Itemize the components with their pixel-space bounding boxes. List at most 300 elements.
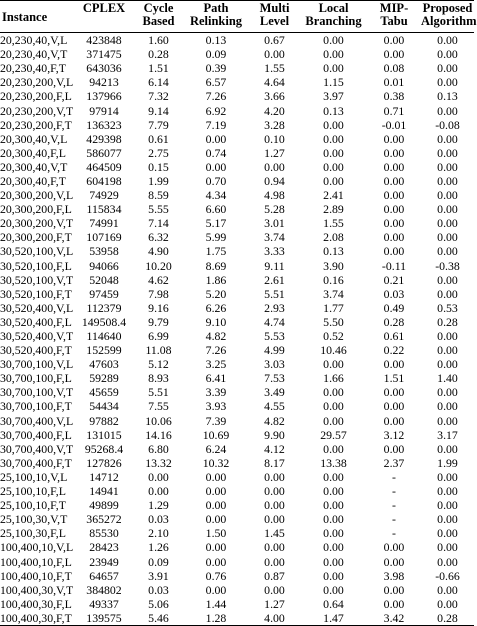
cell-local-branching: 0.00 bbox=[323, 582, 344, 597]
cell-path-relinking: 10.32 bbox=[202, 455, 230, 470]
cell-cycle-based: 0.03 bbox=[148, 582, 169, 597]
cell-cplex: 47603 bbox=[89, 357, 119, 372]
cell-proposed-algorithm: 0.53 bbox=[437, 300, 458, 315]
cell-multi-level: 9.90 bbox=[264, 427, 285, 442]
cell-multi-level: 4.99 bbox=[264, 343, 285, 358]
cell-path-relinking: 4.34 bbox=[205, 188, 227, 203]
cell-cplex: 643036 bbox=[86, 61, 122, 76]
cell-local-branching: 1.47 bbox=[300, 611, 367, 626]
cell-cycle-based: 6.14 bbox=[148, 75, 169, 90]
cell-cycle-based: 8.93 bbox=[148, 371, 169, 386]
cell-cplex: 112379 bbox=[86, 300, 122, 315]
table-row bbox=[0, 428, 474, 442]
cell-cycle-based: 1.51 bbox=[148, 61, 169, 76]
cell-cplex: 64657 bbox=[89, 568, 119, 583]
cell-path-relinking: 5.20 bbox=[205, 286, 227, 301]
cell-proposed-algorithm: 0.00 bbox=[437, 75, 458, 90]
cell-instance: 20,300,40,V,T bbox=[0, 159, 68, 174]
cell-cycle-based: 0.28 bbox=[148, 47, 169, 62]
cell-cycle-based: 8.59 bbox=[148, 188, 169, 203]
cell-multi-level: 4.55 bbox=[264, 399, 285, 414]
cell-cplex: 52048 bbox=[89, 272, 119, 287]
cell-multi-level: 1.45 bbox=[264, 526, 285, 541]
cell-instance: 100,400,30,F,T bbox=[0, 611, 74, 626]
cell-instance: 20,300,40,V,L bbox=[0, 131, 68, 146]
cell-proposed-algorithm: 0.00 bbox=[437, 33, 458, 48]
cell-local-branching: 0.00 bbox=[323, 526, 344, 541]
cell-path-relinking: 6.26 bbox=[205, 300, 227, 315]
cell-cycle-based: 9.79 bbox=[148, 314, 169, 329]
table-row bbox=[0, 456, 474, 470]
table-row bbox=[0, 188, 474, 202]
cell-instance: 20,230,200,F,L bbox=[0, 89, 72, 104]
cell-cplex: 94066 bbox=[89, 258, 119, 273]
cell-path-relinking: 10.69 bbox=[202, 427, 230, 442]
cell-local-branching: 0.00 bbox=[323, 512, 344, 527]
cell-mip-tabu: 3.42 bbox=[367, 611, 421, 626]
cell-path-relinking: 7.19 bbox=[205, 117, 227, 132]
cell-cycle-based: 13.32 bbox=[145, 455, 172, 470]
table-row bbox=[0, 540, 474, 554]
cell-cycle-based: 10.20 bbox=[145, 258, 172, 273]
cell-local-branching: 1.15 bbox=[323, 75, 344, 90]
cell-local-branching: 3.90 bbox=[323, 258, 344, 273]
cell-cycle-based: 6.99 bbox=[148, 329, 169, 344]
table-row bbox=[0, 526, 474, 540]
cell-path-relinking: 0.00 bbox=[205, 540, 227, 555]
cell-mip-tabu: 0.00 bbox=[383, 47, 405, 62]
cell-proposed-algorithm: 0.00 bbox=[437, 61, 458, 76]
cell-path-relinking: 6.60 bbox=[205, 202, 227, 217]
cell-path-relinking: 5.17 bbox=[205, 216, 227, 231]
cell-proposed-algorithm: 0.00 bbox=[437, 329, 458, 344]
cell-proposed-algorithm: 0.13 bbox=[437, 89, 458, 104]
cell-instance: 30,520,400,V,T bbox=[0, 329, 74, 344]
column-header-cycle-based: Cycle Based bbox=[134, 1, 183, 33]
cell-cplex: 85530 bbox=[89, 526, 119, 541]
cell-local-branching: 0.64 bbox=[323, 596, 344, 611]
cell-local-branching: 3.97 bbox=[323, 89, 344, 104]
cell-path-relinking: 1.44 bbox=[205, 596, 227, 611]
cell-cycle-based: 2.75 bbox=[148, 145, 169, 160]
cell-cycle-based: 7.55 bbox=[148, 399, 169, 414]
cell-multi-level: 0.00 bbox=[264, 582, 285, 597]
cell-cplex: 586077 bbox=[86, 145, 122, 160]
cell-cycle-based: 1.26 bbox=[148, 540, 169, 555]
cell-mip-tabu: - bbox=[392, 526, 396, 541]
table-row bbox=[0, 287, 474, 301]
cell-local-branching: 0.00 bbox=[323, 469, 344, 484]
cell-proposed-algorithm: 0.00 bbox=[437, 582, 458, 597]
cell-path-relinking: 0.70 bbox=[205, 173, 227, 188]
cell-mip-tabu: 0.00 bbox=[383, 131, 405, 146]
cell-instance: 20,230,40,V,T bbox=[0, 47, 68, 62]
cell-cplex: 107169 bbox=[86, 230, 122, 245]
cell-proposed-algorithm: 0.00 bbox=[437, 131, 458, 146]
table-row bbox=[0, 132, 474, 146]
cell-cplex: 97882 bbox=[89, 413, 119, 428]
cell-instance: 30,700,100,V,L bbox=[0, 357, 74, 372]
cell-mip-tabu: 0.00 bbox=[383, 357, 405, 372]
cell-proposed-algorithm: -0.66 bbox=[435, 568, 460, 583]
cell-mip-tabu: 0.00 bbox=[383, 554, 405, 569]
cell-proposed-algorithm: 0.00 bbox=[437, 272, 458, 287]
cell-cycle-based: 4.90 bbox=[148, 244, 169, 259]
table-row bbox=[0, 89, 474, 103]
cell-proposed-algorithm: 1.99 bbox=[437, 455, 458, 470]
cell-cplex: 115834 bbox=[86, 202, 122, 217]
cell-local-branching: 0.00 bbox=[323, 498, 344, 513]
cell-cplex: 74991 bbox=[89, 216, 119, 231]
table-row bbox=[0, 343, 474, 357]
cell-path-relinking: 3.93 bbox=[205, 399, 227, 414]
table-row bbox=[0, 611, 474, 626]
cell-mip-tabu: 0.00 bbox=[383, 596, 405, 611]
cell-mip-tabu: 0.28 bbox=[383, 314, 405, 329]
cell-path-relinking: 1.50 bbox=[205, 526, 227, 541]
cell-path-relinking: 6.41 bbox=[205, 371, 227, 386]
cell-instance: 30,700,100,F,L bbox=[0, 371, 72, 386]
cell-multi-level: 8.17 bbox=[264, 455, 285, 470]
cell-proposed-algorithm: 0.00 bbox=[437, 188, 458, 203]
cell-path-relinking: 1.28 bbox=[183, 611, 249, 626]
cell-proposed-algorithm: 0.00 bbox=[437, 103, 458, 118]
cell-proposed-algorithm: 0.00 bbox=[437, 469, 458, 484]
table-row bbox=[0, 103, 474, 117]
cell-cplex: 136323 bbox=[86, 117, 122, 132]
cell-instance: 100,400,10,V,L bbox=[0, 540, 74, 555]
cell-cplex: 45659 bbox=[89, 385, 119, 400]
cell-cplex: 423848 bbox=[86, 33, 122, 48]
cell-cycle-based: 2.10 bbox=[148, 526, 169, 541]
cell-proposed-algorithm: 0.00 bbox=[437, 441, 458, 456]
cell-proposed-algorithm: 0.28 bbox=[421, 611, 474, 626]
cell-instance: 30,520,400,V,L bbox=[0, 300, 74, 315]
cell-instance: 25,100,10,V,L bbox=[0, 469, 68, 484]
cell-local-branching: 2.08 bbox=[323, 230, 344, 245]
table-row bbox=[0, 484, 474, 498]
cell-proposed-algorithm: 0.00 bbox=[437, 484, 458, 499]
cell-cycle-based: 9.14 bbox=[148, 103, 169, 118]
cell-local-branching: 0.52 bbox=[323, 329, 344, 344]
cell-mip-tabu: 0.00 bbox=[383, 399, 405, 414]
cell-local-branching: 0.00 bbox=[323, 441, 344, 456]
table-row bbox=[0, 61, 474, 75]
cell-cplex: 74929 bbox=[89, 188, 119, 203]
cell-cycle-based: 0.03 bbox=[148, 512, 169, 527]
cell-proposed-algorithm: 0.00 bbox=[437, 159, 458, 174]
cell-multi-level: 3.01 bbox=[264, 216, 285, 231]
cell-mip-tabu: 0.61 bbox=[383, 329, 405, 344]
cell-path-relinking: 0.13 bbox=[205, 33, 227, 48]
cell-cplex: 14941 bbox=[89, 484, 119, 499]
cell-proposed-algorithm: 0.00 bbox=[437, 498, 458, 513]
table-row bbox=[0, 385, 474, 399]
cell-multi-level: 1.27 bbox=[264, 145, 285, 160]
cell-proposed-algorithm: -0.38 bbox=[435, 258, 460, 273]
cell-cplex: 28423 bbox=[89, 540, 119, 555]
cell-multi-level: 9.11 bbox=[264, 258, 285, 273]
cell-local-branching: 0.16 bbox=[323, 272, 344, 287]
cell-local-branching: 29.57 bbox=[320, 427, 347, 442]
cell-mip-tabu: 0.01 bbox=[383, 75, 405, 90]
cell-cplex: 95268.4 bbox=[84, 441, 124, 456]
cell-cplex: 371475 bbox=[86, 47, 122, 62]
cell-mip-tabu: -0.01 bbox=[381, 117, 407, 132]
cell-mip-tabu: 0.00 bbox=[383, 230, 405, 245]
cell-cplex: 149508.4 bbox=[81, 314, 127, 329]
cell-local-branching: 2.89 bbox=[323, 202, 344, 217]
cell-mip-tabu: 0.00 bbox=[383, 244, 405, 259]
cell-multi-level: 0.67 bbox=[264, 33, 285, 48]
cell-cplex: 429398 bbox=[86, 131, 122, 146]
cell-cplex: 114640 bbox=[86, 329, 122, 344]
cell-local-branching: 0.13 bbox=[323, 244, 344, 259]
cell-local-branching: 0.00 bbox=[323, 159, 344, 174]
cell-path-relinking: 7.39 bbox=[205, 413, 227, 428]
cell-multi-level: 1.55 bbox=[264, 61, 285, 76]
cell-proposed-algorithm: 0.00 bbox=[437, 512, 458, 527]
cell-cplex: 365272 bbox=[86, 512, 122, 527]
cell-local-branching: 0.00 bbox=[323, 131, 344, 146]
cell-cycle-based: 7.32 bbox=[148, 89, 169, 104]
cell-mip-tabu: 0.00 bbox=[383, 33, 405, 48]
cell-cplex: 127826 bbox=[86, 455, 122, 470]
table-row bbox=[0, 33, 474, 48]
cell-multi-level: 0.00 bbox=[264, 47, 285, 62]
cell-cycle-based: 5.46 bbox=[134, 611, 183, 626]
cell-multi-level: 0.00 bbox=[264, 484, 285, 499]
cell-cycle-based: 1.60 bbox=[148, 33, 169, 48]
cell-local-branching: 3.74 bbox=[323, 286, 344, 301]
cell-cycle-based: 10.06 bbox=[145, 413, 172, 428]
cell-path-relinking: 3.25 bbox=[205, 357, 227, 372]
cell-path-relinking: 1.75 bbox=[205, 244, 227, 259]
cell-path-relinking: 0.00 bbox=[205, 484, 227, 499]
cell-cplex: 137966 bbox=[86, 89, 122, 104]
cell-cplex: 59289 bbox=[89, 371, 119, 386]
cell-local-branching: 0.00 bbox=[323, 399, 344, 414]
cell-cycle-based: 0.15 bbox=[148, 159, 169, 174]
cell-path-relinking: 0.74 bbox=[205, 145, 227, 160]
cell-path-relinking: 0.00 bbox=[205, 554, 227, 569]
cell-instance: 30,520,100,F,T bbox=[0, 286, 72, 301]
cell-multi-level: 3.33 bbox=[264, 244, 285, 259]
cell-cycle-based: 5.55 bbox=[148, 202, 169, 217]
cell-cycle-based: 0.09 bbox=[148, 554, 169, 569]
cell-mip-tabu: 0.00 bbox=[383, 173, 405, 188]
cell-instance: 30,700,400,F,L bbox=[0, 427, 72, 442]
cell-proposed-algorithm: 0.00 bbox=[437, 286, 458, 301]
cell-mip-tabu: 0.00 bbox=[383, 216, 405, 231]
cell-cplex: 97459 bbox=[89, 286, 119, 301]
cell-instance: 25,100,30,V,T bbox=[0, 512, 68, 527]
cell-cplex: 604198 bbox=[86, 173, 122, 188]
cell-local-branching: 1.66 bbox=[323, 371, 344, 386]
cell-local-branching: 10.46 bbox=[320, 343, 347, 358]
cell-multi-level: 0.00 bbox=[264, 498, 285, 513]
cell-instance: 20,230,200,V,T bbox=[0, 103, 74, 118]
cell-mip-tabu: 0.00 bbox=[383, 159, 405, 174]
cell-local-branching: 0.00 bbox=[323, 568, 344, 583]
column-header-local-branching: Local Branching bbox=[300, 1, 367, 33]
cell-proposed-algorithm: 0.00 bbox=[437, 202, 458, 217]
cell-instance: 20,300,200,F,L bbox=[0, 202, 72, 217]
table-row bbox=[0, 583, 474, 597]
cell-path-relinking: 8.69 bbox=[205, 258, 227, 273]
cell-instance: 30,700,100,F,T bbox=[0, 399, 72, 414]
header-row bbox=[0, 1, 474, 33]
cell-cycle-based: 7.14 bbox=[148, 216, 169, 231]
cell-cplex: 14712 bbox=[89, 469, 119, 484]
cell-path-relinking: 0.00 bbox=[205, 498, 227, 513]
cell-cplex: 53958 bbox=[89, 244, 119, 259]
cell-cycle-based: 0.00 bbox=[148, 484, 169, 499]
cell-instance: 30,700,400,V,L bbox=[0, 413, 74, 428]
table-row bbox=[0, 259, 474, 273]
cell-local-branching: 0.00 bbox=[323, 117, 344, 132]
cell-proposed-algorithm: 0.00 bbox=[437, 145, 458, 160]
cell-path-relinking: 1.86 bbox=[205, 272, 227, 287]
cell-cplex: 97914 bbox=[89, 103, 119, 118]
cell-cycle-based: 5.06 bbox=[148, 596, 169, 611]
cell-mip-tabu: -0.11 bbox=[381, 258, 407, 273]
table-row bbox=[0, 569, 474, 583]
cell-local-branching: 13.38 bbox=[320, 455, 347, 470]
cell-mip-tabu: 0.00 bbox=[383, 202, 405, 217]
cell-instance: 30,700,400,F,T bbox=[0, 455, 72, 470]
cell-cycle-based: 0.00 bbox=[148, 469, 169, 484]
cell-local-branching: 1.55 bbox=[323, 216, 344, 231]
cell-local-branching: 0.00 bbox=[323, 145, 344, 160]
cell-mip-tabu: 0.21 bbox=[383, 272, 405, 287]
cell-instance: 100,400,10,F,T bbox=[0, 568, 72, 583]
cell-proposed-algorithm: 0.00 bbox=[437, 216, 458, 231]
cell-proposed-algorithm: 0.00 bbox=[437, 47, 458, 62]
cell-mip-tabu: 0.49 bbox=[383, 300, 405, 315]
cell-proposed-algorithm: 0.00 bbox=[437, 540, 458, 555]
cell-instance: 30,520,400,F,T bbox=[0, 343, 72, 358]
cell-multi-level: 2.61 bbox=[264, 272, 285, 287]
cell-local-branching: 0.00 bbox=[323, 173, 344, 188]
cell-multi-level: 7.53 bbox=[264, 371, 285, 386]
cell-cycle-based: 6.32 bbox=[148, 230, 169, 245]
cell-path-relinking: 0.76 bbox=[205, 568, 227, 583]
cell-instance: 20,300,200,V,L bbox=[0, 188, 74, 203]
cell-local-branching: 0.00 bbox=[323, 357, 344, 372]
table-row bbox=[0, 244, 474, 258]
cell-instance: 30,700,400,V,T bbox=[0, 441, 74, 456]
cell-multi-level: 3.28 bbox=[264, 117, 285, 132]
table-row bbox=[0, 146, 474, 160]
cell-proposed-algorithm: 0.00 bbox=[437, 554, 458, 569]
cell-path-relinking: 0.09 bbox=[205, 47, 227, 62]
cell-cplex: 139575 bbox=[74, 611, 134, 626]
cell-instance: 20,300,40,F,L bbox=[0, 145, 66, 160]
cell-multi-level: 4.00 bbox=[249, 611, 300, 626]
cell-mip-tabu: 3.98 bbox=[383, 568, 405, 583]
cell-multi-level: 4.98 bbox=[264, 188, 285, 203]
cell-cycle-based: 0.61 bbox=[148, 131, 169, 146]
cell-instance: 20,300,200,V,T bbox=[0, 216, 74, 231]
cell-proposed-algorithm: 0.00 bbox=[437, 526, 458, 541]
column-header-path-relinking: Path Relinking bbox=[183, 1, 249, 33]
cell-mip-tabu: 3.12 bbox=[383, 427, 405, 442]
table-row bbox=[0, 230, 474, 244]
table-row bbox=[0, 329, 474, 343]
cell-cplex: 152599 bbox=[86, 343, 122, 358]
cell-path-relinking: 6.57 bbox=[205, 75, 227, 90]
cell-path-relinking: 9.10 bbox=[205, 314, 227, 329]
cell-instance: 20,300,40,F,T bbox=[0, 173, 66, 188]
cell-multi-level: 3.03 bbox=[264, 357, 285, 372]
cell-local-branching: 2.41 bbox=[323, 188, 344, 203]
cell-path-relinking: 0.00 bbox=[205, 469, 227, 484]
cell-proposed-algorithm: 1.40 bbox=[437, 371, 458, 386]
cell-multi-level: 0.00 bbox=[264, 512, 285, 527]
cell-cycle-based: 7.98 bbox=[148, 286, 169, 301]
cell-mip-tabu: - bbox=[392, 512, 396, 527]
cell-mip-tabu: - bbox=[392, 469, 396, 484]
cell-local-branching: 0.00 bbox=[323, 61, 344, 76]
table-row bbox=[0, 512, 474, 526]
cell-mip-tabu: 0.00 bbox=[383, 582, 405, 597]
cell-proposed-algorithm: 0.00 bbox=[437, 343, 458, 358]
table-row bbox=[0, 174, 474, 188]
cell-multi-level: 4.12 bbox=[264, 441, 285, 456]
table-body bbox=[0, 33, 474, 626]
cell-cycle-based: 11.08 bbox=[145, 343, 172, 358]
table-row bbox=[0, 118, 474, 132]
cell-local-branching: 0.13 bbox=[323, 103, 344, 118]
table-row bbox=[0, 597, 474, 611]
cell-instance: 30,520,100,V,T bbox=[0, 272, 74, 287]
cell-cycle-based: 6.80 bbox=[148, 441, 169, 456]
cell-mip-tabu: 2.37 bbox=[383, 455, 405, 470]
cell-proposed-algorithm: 0.00 bbox=[437, 230, 458, 245]
cell-instance: 100,400,30,V,T bbox=[0, 582, 74, 597]
cell-mip-tabu: 0.03 bbox=[383, 286, 405, 301]
cell-mip-tabu: 0.00 bbox=[383, 413, 405, 428]
cell-local-branching: 0.00 bbox=[323, 413, 344, 428]
table-row bbox=[0, 160, 474, 174]
cell-cycle-based: 9.16 bbox=[148, 300, 169, 315]
cell-path-relinking: 4.82 bbox=[205, 329, 227, 344]
cell-proposed-algorithm: 3.17 bbox=[437, 427, 458, 442]
cell-multi-level: 0.87 bbox=[264, 568, 285, 583]
table-row bbox=[0, 371, 474, 385]
cell-cycle-based: 7.79 bbox=[148, 117, 169, 132]
cell-proposed-algorithm: 0.00 bbox=[437, 385, 458, 400]
table-row bbox=[0, 554, 474, 568]
cell-cycle-based: 3.91 bbox=[148, 568, 169, 583]
cell-proposed-algorithm: 0.00 bbox=[437, 357, 458, 372]
cell-path-relinking: 3.39 bbox=[205, 385, 227, 400]
cell-instance: 30,520,100,V,L bbox=[0, 244, 74, 259]
cell-instance: 30,520,400,F,L bbox=[0, 314, 72, 329]
cell-cplex: 94213 bbox=[89, 75, 119, 90]
column-header-instance: Instance bbox=[0, 1, 74, 33]
cell-path-relinking: 5.99 bbox=[205, 230, 227, 245]
cell-path-relinking: 0.00 bbox=[205, 512, 227, 527]
cell-path-relinking: 0.00 bbox=[205, 131, 227, 146]
cell-cplex: 384802 bbox=[86, 582, 122, 597]
cell-local-branching: 0.00 bbox=[323, 33, 344, 48]
table-row bbox=[0, 399, 474, 413]
table-row bbox=[0, 470, 474, 484]
cell-multi-level: 0.10 bbox=[264, 131, 285, 146]
table-row bbox=[0, 442, 474, 456]
